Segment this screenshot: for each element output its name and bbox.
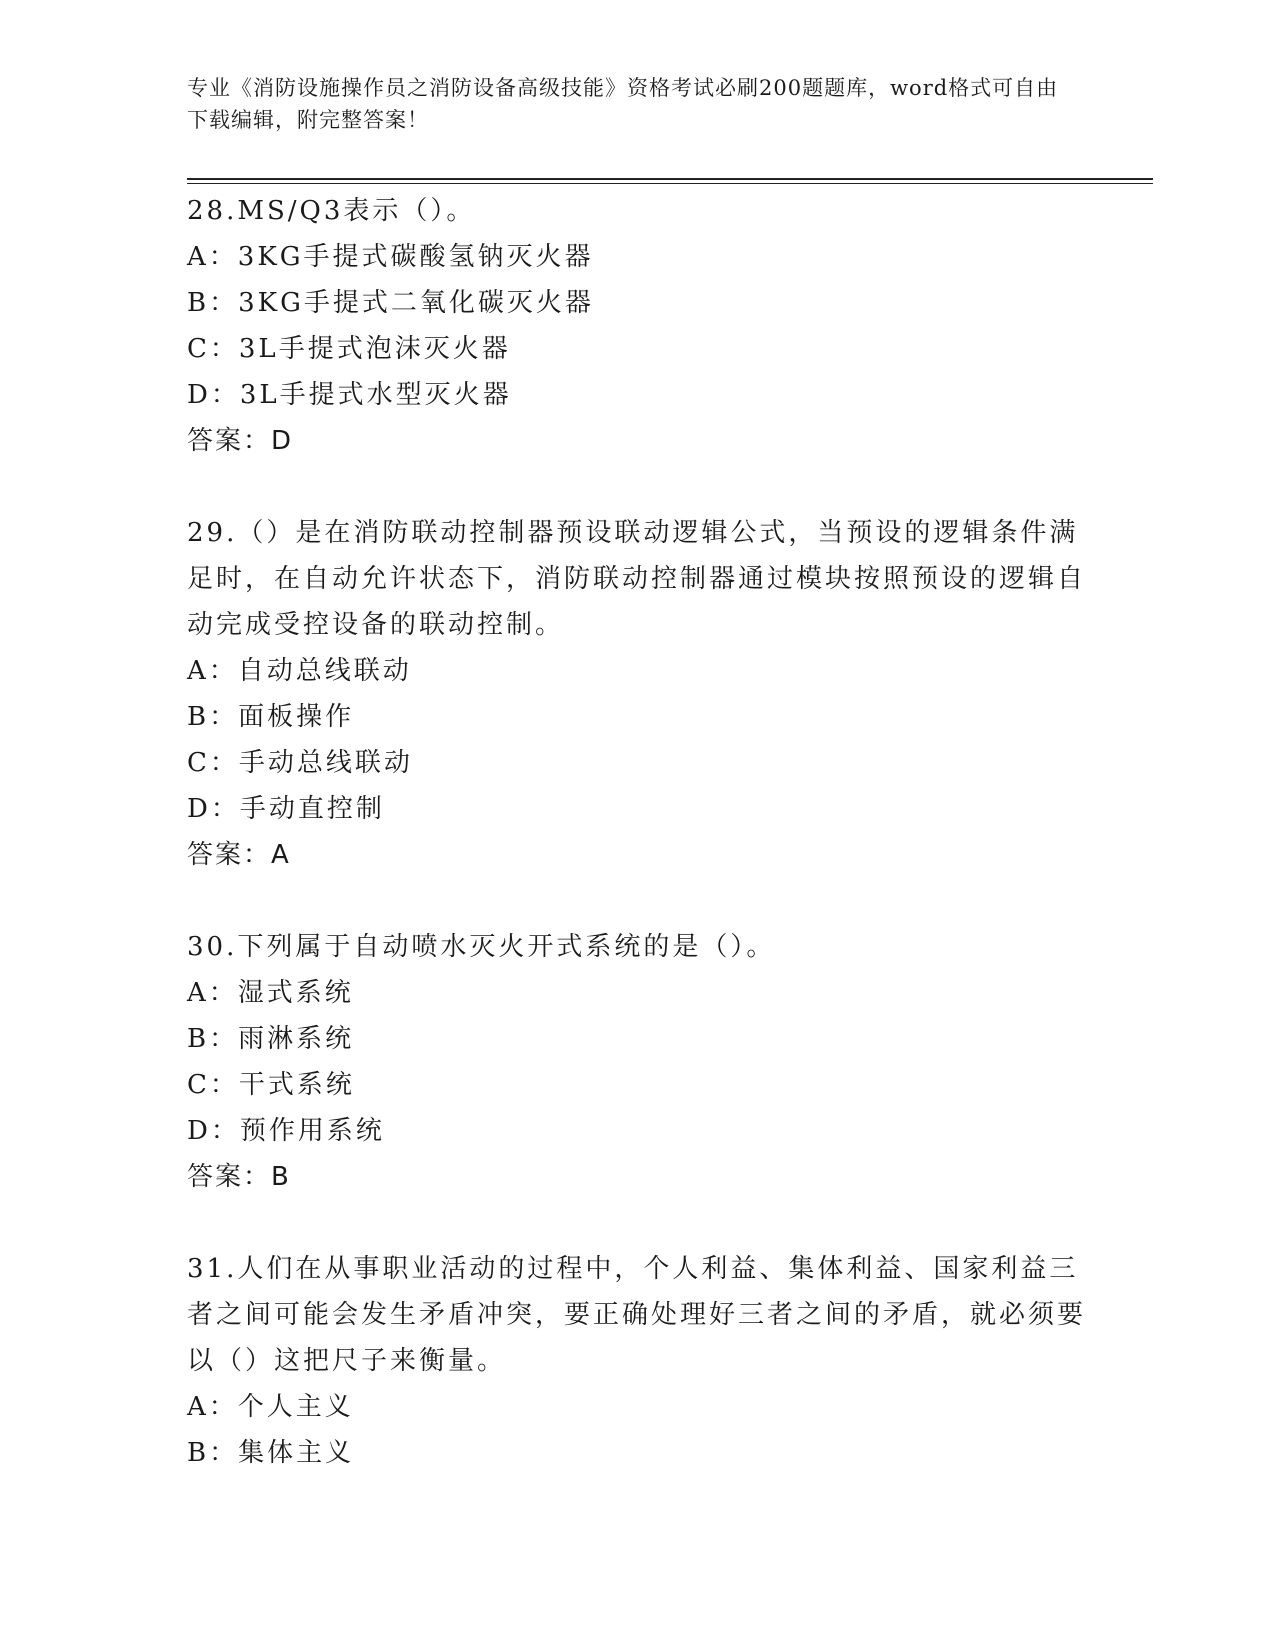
answer-line: 答案：A [187, 840, 291, 870]
option-b: B：集体主义 [187, 1438, 355, 1468]
option-a: A：自动总线联动 [187, 656, 412, 686]
answer-line: 答案：D [187, 426, 294, 456]
option-c: C：干式系统 [187, 1070, 355, 1100]
question-stem: 31.人们在从事职业活动的过程中，个人利益、集体利益、国家利益三者之间可能会发生矛盾冲突，要正确处理好三者之间的矛盾，就必须要以（）这把尺子来衡量。 [187, 1254, 1087, 1376]
question-30 [187, 924, 1087, 1200]
option-a: A：3KG手提式碳酸氢钠灭火器 [187, 242, 594, 272]
question-28 [187, 188, 1087, 464]
option-a: A：湿式系统 [187, 978, 354, 1008]
option-d: D：预作用系统 [187, 1116, 385, 1146]
question-stem: 29.（）是在消防联动控制器预设联动逻辑公式，当预设的逻辑条件满足时，在自动允许状态下，消防联动控制器通过模块按照预设的逻辑自动完成受控设备的联动控制。 [187, 518, 1087, 640]
header-divider [187, 178, 1153, 184]
question-stem: 30.下列属于自动喷水灭火开式系统的是（）。 [187, 932, 776, 962]
option-b: B：面板操作 [187, 702, 355, 732]
option-b: B：3KG手提式二氧化碳灭火器 [187, 288, 594, 318]
option-b: B：雨淋系统 [187, 1024, 355, 1054]
answer-line: 答案：B [187, 1162, 291, 1192]
option-d: D：3L手提式水型灭火器 [187, 380, 512, 410]
option-c: C：3L手提式泡沫灭火器 [187, 334, 511, 364]
question-list [187, 188, 1087, 1522]
option-c: C：手动总线联动 [187, 748, 413, 778]
question-stem: 28.MS/Q3表示（）。 [187, 196, 476, 226]
question-29 [187, 510, 1087, 878]
option-d: D：手动直控制 [187, 794, 385, 824]
question-31 [187, 1246, 1087, 1476]
option-a: A：个人主义 [187, 1392, 354, 1422]
document-header: 专业《消防设施操作员之消防设备高级技能》资格考试必刷200题题库，word格式可自由下载编辑，附完整答案！ [187, 76, 1059, 132]
